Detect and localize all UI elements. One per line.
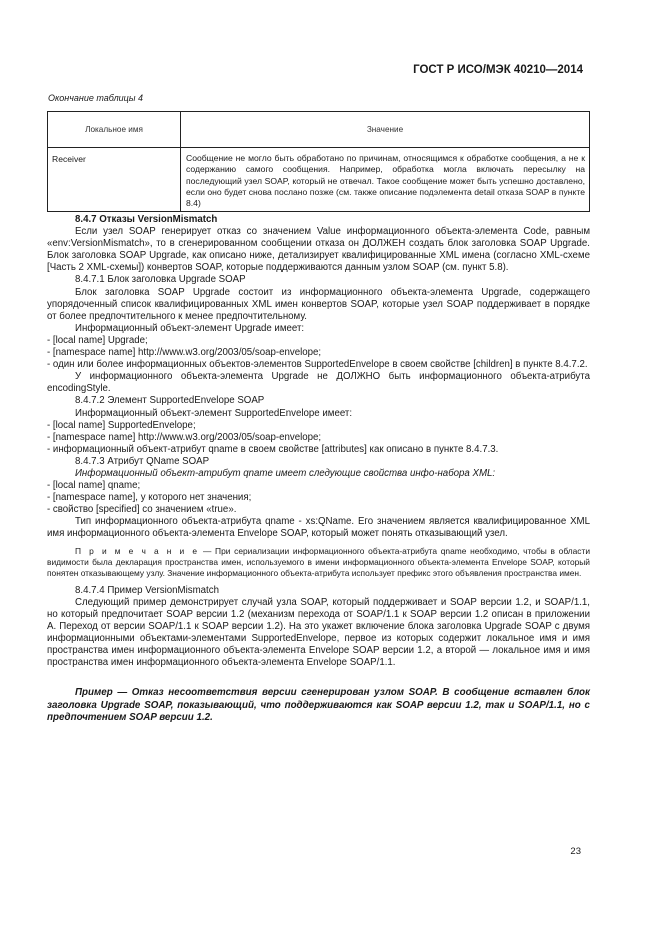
note-label: П р и м е ч а н и е (75, 545, 200, 556)
table-row (48, 148, 590, 212)
subsection-heading: 8.4.7.1 Блок заголовка Upgrade SOAP (75, 274, 246, 286)
list-item: - свойство [specified] со значением «true». (47, 504, 237, 516)
paragraph: Если узел SOAP генерирует отказ со значением Value информационного объекта-элемента Code, равным «env:VersionMismatch», то в сгенерированном сообщении отказа он ДОЛЖЕН создать блок заголовка SOAP Upgrade. Блок заголовка SOAP Upgrade, как описано ниже, детализирует квалифицированные XML имена (согласно XML-схеме [Часть 2 XML-схемы]) конвертов SOAP, которые поддерживаются данным узлом SOAP (см. пункт 5.8). (47, 226, 590, 274)
example-paragraph: Пример — Отказ несоответствия версии сгенерирован узлом SOAP. В сообщение вставлен блок заголовка Upgrade SOAP, показывающий, что поддерживаются как SOAP версии 1.2, так и SOAP/1.1, но с предпочтением SOAP версии 1.2. (47, 687, 590, 724)
list-item: - [namespace name] http://www.w3.org/2003/05/soap-envelope; (47, 431, 322, 443)
local-names-table (47, 111, 590, 212)
table-caption: Окончание таблицы 4 (48, 93, 143, 103)
subsection-heading: 8.4.7.3 Атрибут QName SOAP (75, 455, 210, 467)
section-heading: 8.4.7 Отказы VersionMismatch (75, 214, 218, 225)
column-header-value: Значение (181, 112, 590, 148)
list-item: - информационный объект-атрибут qname в своем свойстве [attributes] как описано в пункте 8.4.7.3. (47, 443, 499, 455)
document-id-header: ГОСТ Р ИСО/МЭК 40210—2014 (413, 64, 583, 76)
cell-local-name: Receiver (48, 148, 181, 212)
paragraph: Информационный объект-элемент SupportedEnvelope имеет: (75, 407, 353, 419)
paragraph: Информационный объект-атрибут qname имеет следующие свойства инфо-набора XML: (75, 467, 496, 479)
paragraph: Тип информационного объекта-атрибута qname - xs:QName. Его значением является квалифицированное XML имя информационного объекта-элемента Envelope SOAP, который может понять отказывающий узел. (47, 516, 590, 540)
paragraph: Следующий пример демонстрирует случай узла SOAP, который поддерживает и SOAP версии 1.2, и SOAP/1.1, но который предпочитает SOAP версии 1.2 (механизм перехода от SOAP/1.1 к SOAP версии 1.2 описан в приложении А. Переход от версии SOAP/1.1 к SOAP версии 1.2). На это укажет включение блока заголовка Upgrade SOAP с двумя информационными объектами-элементами SupportedEnvelope, первое из которых содержит локальное имя и имя пространства имен информационного объекта-элемента Envelope SOAP версии 1.2, а второй — локальное имя и имя пространства имен информационного объекта-элемента Envelope SOAP/1.1. (47, 596, 590, 669)
list-item: - [local name] SupportedEnvelope; (47, 419, 196, 431)
list-item: - [local name] qname; (47, 480, 141, 492)
list-item: - [namespace name], у которого нет значения; (47, 492, 252, 504)
paragraph: Блок заголовка SOAP Upgrade состоит из информационного объекта-элемента Upgrade, содержащего упорядоченный список квалифицированных XML имен конвертов SOAP, которые узел SOAP поддерживает в порядке от более предпочтительного к менее предпочтительному. (47, 286, 590, 322)
note-text: — При сериализации информационного объекта-атрибута qname необходимо, чтобы в области видимости была декларация пространства имен, используемого в имени информационного объекта-элемента Envelope SOAP, который понятен отказывающему узлу. Значение информационного объекта-атрибута использует префикс этого объявления пространства имен. (47, 545, 591, 578)
note (47, 546, 590, 579)
table-header-row (48, 112, 590, 148)
subsection-heading: 8.4.7.2 Элемент SupportedEnvelope SOAP (75, 395, 265, 407)
cell-value: Сообщение не могло быть обработано по причинам, относящимся к обработке сообщения, а не к содержанию самого сообщения. Например, обработка могла включать пересылку на последующий узел SOAP, который не отвечал. Такое сообщение может быть успешно доставлено, если оно будет снова послано позже (см. также описание подэлемента detail отказа SOAP в пункте 8.4) (181, 148, 590, 212)
list-item: - [namespace name] http://www.w3.org/2003/05/soap-envelope; (47, 347, 322, 359)
list-item: - [local name] Upgrade; (47, 334, 148, 346)
list-item: - один или более информационных объектов-элементов SupportedEnvelope в своем свойстве [children] в пункте 8.4.7.2. (47, 359, 588, 371)
column-header-local-name: Локальное имя (48, 112, 181, 148)
subsection-heading: 8.4.7.4 Пример VersionMismatch (75, 584, 219, 596)
paragraph: У информационного объекта-элемента Upgrade не ДОЛЖНО быть информационного объекта-атрибута encodingStyle. (47, 371, 590, 395)
page-number: 23 (570, 846, 581, 857)
document-body (47, 214, 590, 725)
paragraph: Информационный объект-элемент Upgrade имеет: (75, 322, 305, 334)
